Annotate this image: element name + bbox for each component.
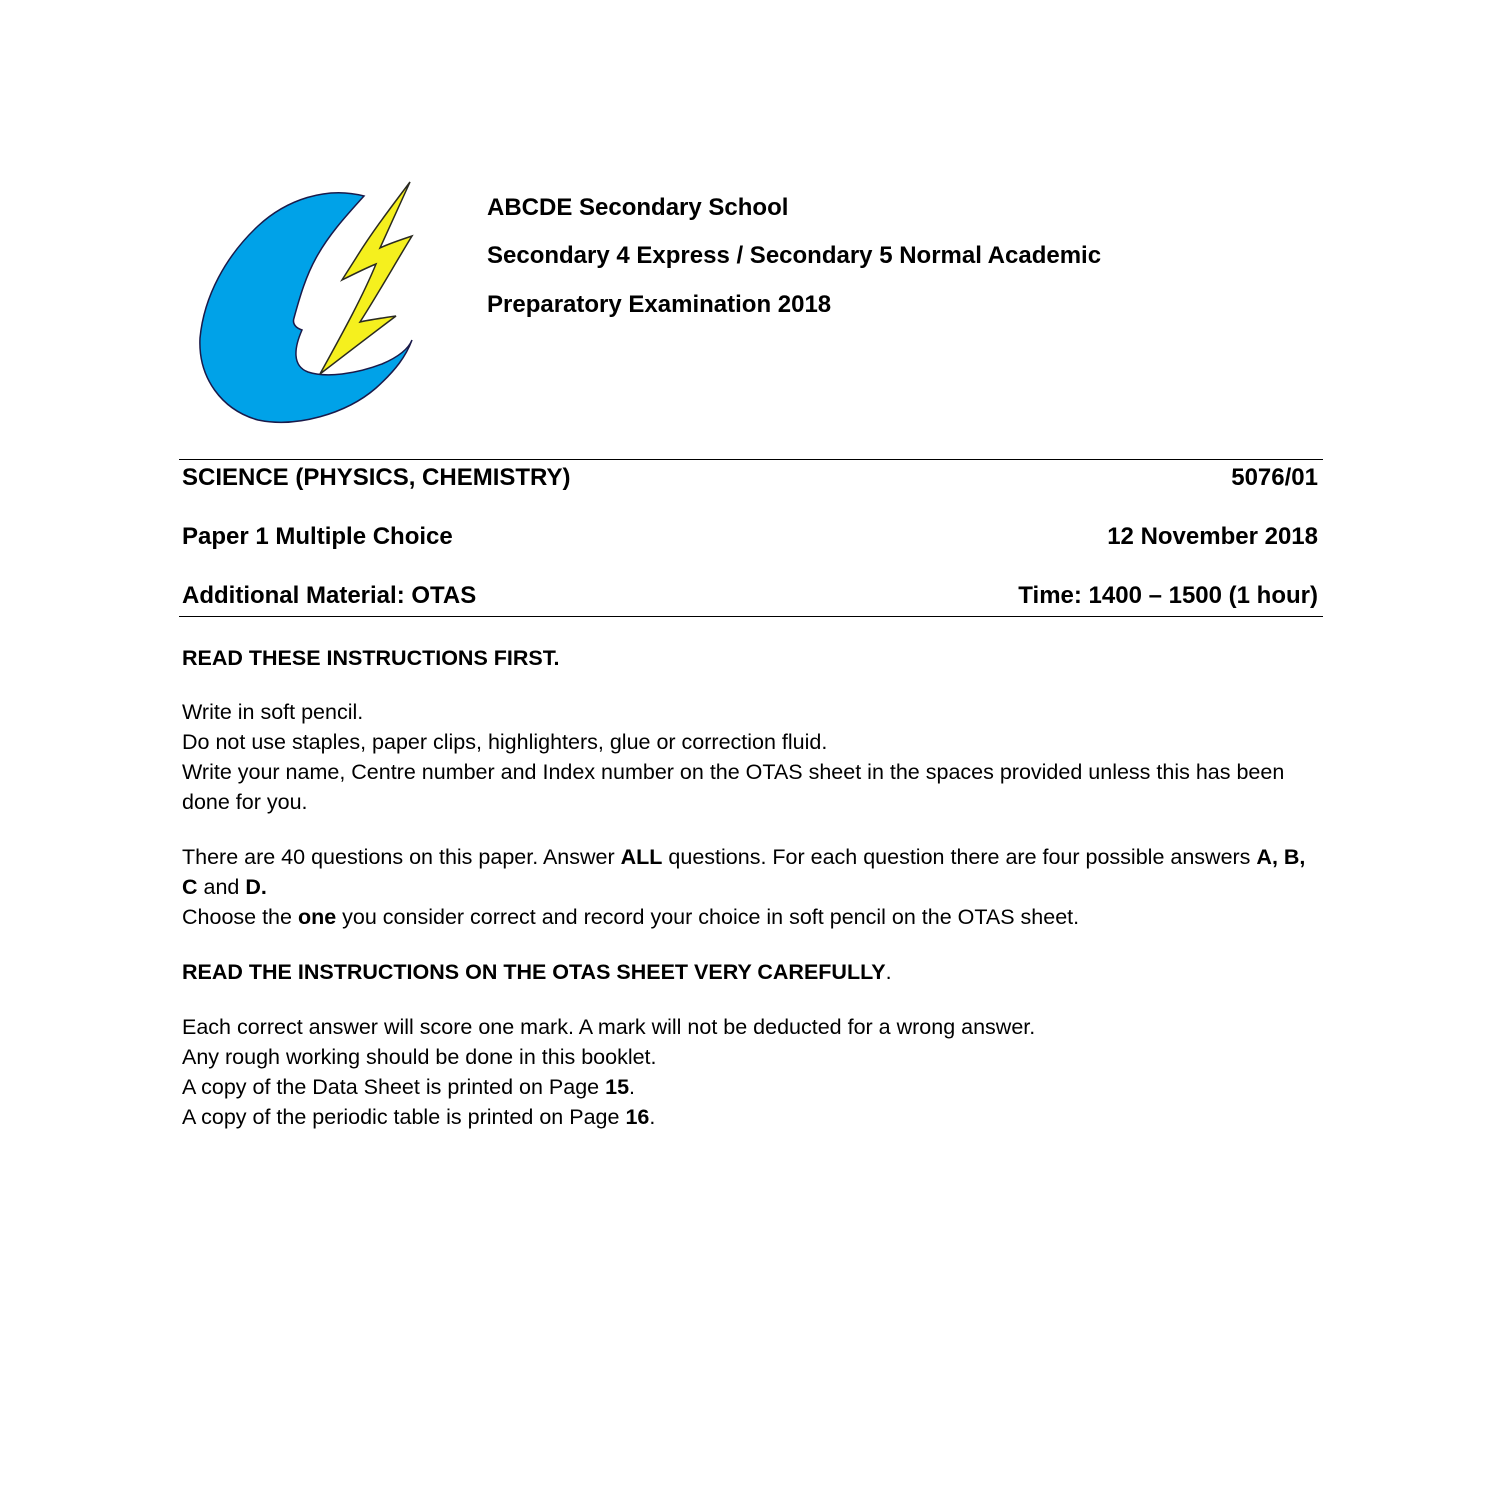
school-level: Secondary 4 Express / Secondary 5 Normal Academic (487, 242, 1102, 269)
instructions-block-1 (182, 697, 1322, 817)
paper-row (182, 523, 1318, 551)
school-crest-crescent-lightning-icon (196, 178, 418, 426)
subject-row (182, 464, 1318, 492)
paper-type: Paper 1 Multiple Choice (182, 523, 453, 550)
instruction-line: Any rough working should be done in this booklet. (182, 1045, 657, 1069)
otas-instruction (182, 957, 1322, 987)
instruction-line (182, 902, 1322, 932)
instruction-line: Write your name, Centre number and Index number on the OTAS sheet in the spaces provided unless this has been done for you. (182, 760, 1285, 814)
exam-date: 12 November 2018 (1107, 523, 1318, 550)
instruction-line: Each correct answer will score one mark. A mark will not be deducted for a wrong answer. (182, 1015, 1036, 1039)
paper-code: 5076/01 (1231, 464, 1318, 491)
instructions-heading-text: READ THESE INSTRUCTIONS FIRST. (182, 646, 560, 670)
material-row (182, 582, 1318, 610)
text-span: . (649, 1105, 656, 1129)
emphasis-one: one (297, 905, 337, 929)
school-name: ABCDE Secondary School (487, 194, 789, 221)
emphasis-all: ALL (620, 845, 663, 869)
text-span: Choose the (182, 905, 298, 929)
top-divider (179, 459, 1323, 460)
text-span: questions. For each question there are four possible answers (662, 845, 1257, 869)
instructions-heading (182, 643, 1322, 673)
text-span: you consider correct and record your choice in soft pencil on the OTAS sheet. (336, 905, 1080, 929)
instruction-line (182, 1102, 1322, 1132)
exam-title: Preparatory Examination 2018 (487, 291, 832, 318)
otas-heading: READ THE INSTRUCTIONS ON THE OTAS SHEET VERY CAREFULLY (182, 960, 886, 984)
text-span: There are 40 questions on this paper. Answer (182, 845, 621, 869)
emphasis-options: A, B, C (182, 845, 1306, 899)
emphasis-option-d: D. (245, 875, 267, 899)
instructions-block-2 (182, 842, 1322, 932)
school-logo (196, 178, 418, 426)
subject-name: SCIENCE (PHYSICS, CHEMISTRY) (182, 464, 571, 491)
text-span: A copy of the periodic table is printed on Page (182, 1105, 626, 1129)
text-span: A copy of the Data Sheet is printed on Page (182, 1075, 606, 1099)
data-sheet-page: 15 (605, 1075, 630, 1099)
additional-material: Additional Material: OTAS (182, 582, 477, 609)
instruction-line (182, 1072, 1322, 1102)
instruction-line: Do not use staples, paper clips, highlighters, glue or correction fluid. (182, 730, 828, 754)
periodic-table-page: 16 (625, 1105, 650, 1129)
instruction-line (182, 842, 1322, 902)
text-span: . (629, 1075, 636, 1099)
instruction-line (182, 957, 1322, 987)
text-span: . (885, 960, 892, 984)
exam-time: Time: 1400 – 1500 (1 hour) (1018, 582, 1318, 609)
instruction-line: Write in soft pencil. (182, 700, 364, 724)
bottom-divider (179, 616, 1323, 617)
text-span: and (197, 875, 246, 899)
instructions-block-3 (182, 1012, 1322, 1132)
